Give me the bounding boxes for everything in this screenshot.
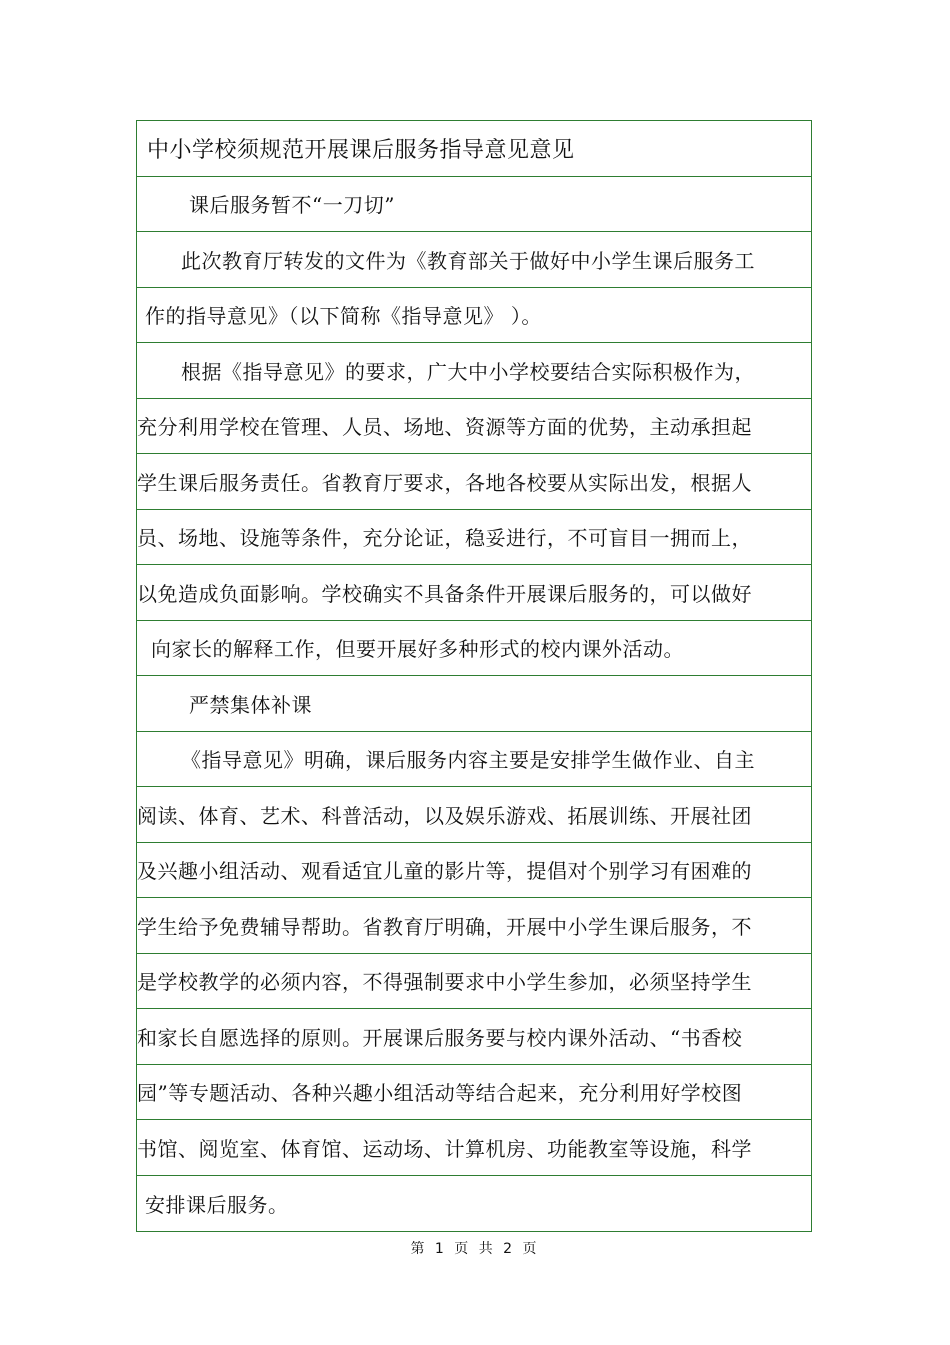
- paragraph-line: 书馆、阅览室、体育馆、运动场、计算机房、功能教室等设施，科学: [137, 1120, 811, 1176]
- paragraph-line: 此次教育厅转发的文件为《教育部关于做好中小学生课后服务工: [137, 232, 811, 288]
- paragraph-line: 安排课后服务。: [145, 1192, 289, 1217]
- paragraph-line: 是学校教学的必须内容，不得强制要求中小学生参加，必须坚持学生: [137, 954, 811, 1010]
- document-table: [136, 120, 812, 1232]
- paragraph-line: 员、场地、设施等条件，充分论证，稳妥进行，不可盲目一拥而上，: [137, 510, 811, 566]
- paragraph-line: 向家长的解释工作，但要开展好多种形式的校内课外活动。: [137, 621, 811, 677]
- paragraph-line: 及兴趣小组活动、观看适宜儿童的影片等，提倡对个别学习有困难的: [137, 843, 811, 899]
- paragraph-line: 学生课后服务责任。省教育厅要求，各地各校要从实际出发，根据人: [137, 454, 811, 510]
- paragraph-line: 《指导意见》明确，课后服务内容主要是安排学生做作业、自主: [137, 732, 811, 788]
- paragraph-line: 以免造成负面影响。学校确实不具备条件开展课后服务的，可以做好: [137, 565, 811, 621]
- paragraph-line: 园”等专题活动、各种兴趣小组活动等结合起来，充分利用好学校图: [137, 1065, 811, 1121]
- paragraph-line: 阅读、体育、艺术、科普活动，以及娱乐游戏、拓展训练、开展社团: [137, 787, 811, 843]
- paragraph-line: 作的指导意见》（以下简称《指导意见》 ）。: [137, 288, 811, 344]
- paragraph-line: 学生给予免费辅导帮助。省教育厅明确，开展中小学生课后服务，不: [137, 898, 811, 954]
- document-title: 中小学校须规范开展课后服务指导意见意见: [137, 121, 811, 177]
- paragraph-line: 充分利用学校在管理、人员、场地、资源等方面的优势，主动承担起: [137, 399, 811, 455]
- paragraph-line: 和家长自愿选择的原则。开展课后服务要与校内课外活动、“书香校: [137, 1009, 811, 1065]
- section-heading: 严禁集体补课: [137, 676, 811, 732]
- section-heading: 课后服务暂不“一刀切”: [137, 177, 811, 233]
- paragraph-line: 根据《指导意见》的要求，广大中小学校要结合实际积极作为，: [137, 343, 811, 399]
- page-indicator: 第 1 页 共 2 页: [410, 1241, 540, 1257]
